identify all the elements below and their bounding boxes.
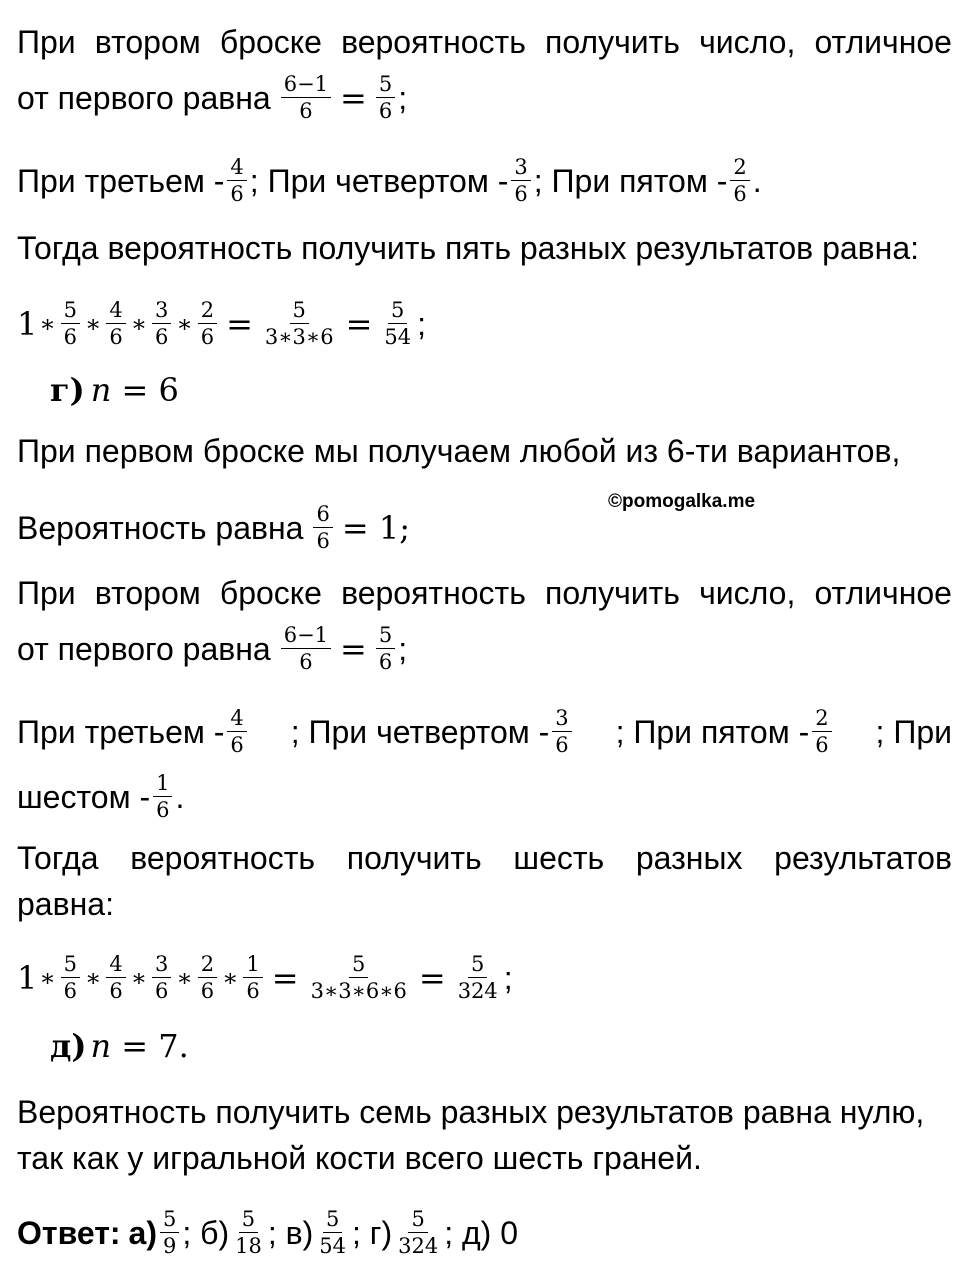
denominator: 6 [63,325,78,349]
text: от первого равна [17,79,271,116]
text: так как у игральной кости всего шесть граней. [17,1140,702,1176]
text: . [175,778,185,815]
denominator: 54 [384,325,412,349]
text: Вероятность получить семь разных результатов равна нулю, [17,1094,925,1130]
paragraph-second-throw-line2 [17,72,952,123]
multiply-sign: ∗ [176,963,193,992]
text: ; При четвертом - [290,713,550,750]
value: = 1; [341,508,410,547]
paragraph-second-throw-line1 [17,22,952,62]
word: втором [94,575,201,611]
numerator: 5 [61,952,80,978]
fraction [376,72,395,123]
paragraph-probability-equals [17,502,952,553]
word: число, [699,575,796,611]
fraction [376,623,395,674]
case-label: д) [50,1027,87,1065]
equation-five-results [17,298,952,349]
paragraph-third-to-sixth-line2 [17,771,952,822]
multiply-sign: ∗ [39,963,56,992]
paragraph-five-results [17,228,952,268]
denominator: 6 [109,325,123,349]
denominator: 3∗3∗6 [264,325,334,349]
equals-sign: = [226,304,253,343]
text: ; При четвертом - [249,162,509,199]
denominator: 6 [378,99,393,123]
fraction [281,72,331,123]
text: ; При [875,713,952,750]
equals-sign: = [345,304,373,343]
text: ; При пятом - [615,713,810,750]
answer-label: Ответ: [17,1214,121,1251]
denominator: 6 [378,650,393,674]
denominator: 6 [156,798,170,822]
fraction [152,952,171,1003]
denominator: 6 [230,182,244,206]
case-label: г) [50,371,85,409]
semicolon: ; [398,79,408,116]
numerator: 2 [198,298,217,324]
fraction [106,298,125,349]
multiply-sign: ∗ [130,309,148,338]
fraction [262,298,337,349]
numerator: 4 [227,155,246,181]
word: отличное [814,575,952,611]
word: Тогда [17,840,99,876]
denominator: 6 [555,733,569,757]
word: При [17,575,76,611]
denominator: 6 [316,529,330,553]
equals-sign: = [340,629,367,668]
fraction [281,623,331,674]
multiply-sign: ∗ [176,309,193,338]
fraction [106,952,125,1003]
word: броске [219,575,322,611]
paragraph-seven-results-line2 [17,1138,952,1178]
numerator: 5 [61,298,80,324]
fraction [61,952,80,1003]
numerator: 3 [152,298,171,324]
word: получить [544,575,680,611]
word: шесть [513,840,605,876]
numerator: 1 [153,771,172,797]
text: Вероятность равна [17,509,304,546]
semicolon: ; [398,630,408,667]
text: ; в) [267,1214,314,1251]
text: шестом - [17,778,151,815]
text: При третьем - [17,713,225,750]
fraction [812,706,831,757]
numerator: 4 [227,706,246,732]
value: = 7. [111,1027,189,1065]
fraction [552,706,571,757]
equals-sign: = [418,958,446,997]
numerator: 5 [349,952,368,978]
numerator: 6 [313,502,332,528]
answer-line [17,1207,952,1258]
case-d-heading [50,1026,952,1066]
word: число, [699,24,796,60]
word: При [17,24,76,60]
numerator: 5 [160,1207,179,1233]
fraction [455,952,501,1003]
paragraph-third-to-sixth-line1 [17,706,952,757]
denominator: 6 [514,182,528,206]
fraction [198,952,217,1003]
fraction [511,155,530,206]
word: втором [94,24,201,60]
number: 1 [17,304,38,343]
numerator: 5 [239,1207,258,1233]
numerator: 2 [198,952,217,978]
fraction [313,502,332,553]
word: получить [544,24,680,60]
denominator: 6 [299,99,313,123]
paragraph-third-fourth-fifth [17,155,952,206]
denominator: 6 [733,182,747,206]
number: 1 [17,958,38,997]
multiply-sign: ∗ [130,963,148,992]
denominator: 6 [299,650,313,674]
semicolon: ; [503,959,513,996]
text: ; При пятом - [533,162,728,199]
fraction [243,952,262,1003]
denominator: 9 [162,1234,177,1258]
paragraph-second-throw-line2-repeat [17,623,952,674]
text: ; б) [182,1214,230,1251]
fraction [395,1207,441,1258]
word: получить [346,840,482,876]
numerator: 4 [106,298,125,324]
text: При третьем - [17,162,225,199]
multiply-sign: ∗ [85,309,102,338]
numerator: 5 [376,623,395,649]
numerator: 1 [243,952,262,978]
denominator: 3∗3∗6∗6 [310,979,407,1003]
numerator: 5 [376,72,395,98]
word: вероятность [341,575,526,611]
text: ; г) [352,1214,393,1251]
word: броске [219,24,322,60]
paragraph-six-results-line2 [17,884,952,924]
fraction [316,1207,349,1258]
fraction [160,1207,179,1258]
fraction [152,298,171,349]
numerator: 5 [323,1207,342,1233]
text: ; д) 0 [444,1214,519,1251]
segment [17,706,250,757]
fraction [730,155,749,206]
fraction [308,952,410,1003]
word: результатов [774,840,952,876]
denominator: 324 [398,1234,439,1258]
fraction [153,771,172,822]
denominator: 6 [246,979,260,1003]
equation-six-results [17,952,952,1003]
denominator: 6 [109,979,123,1003]
equals-sign: = [271,958,299,997]
watermark: ©pomogalka.me [608,491,756,512]
fraction [227,155,246,206]
numerator: 5 [388,298,407,324]
numerator: 5 [290,298,309,324]
text: от первого равна [17,630,271,667]
word: вероятность [130,840,316,876]
text: равна: [17,886,114,922]
fraction [61,298,80,349]
denominator: 18 [235,1234,262,1258]
text: . [752,162,762,199]
fraction [232,1207,265,1258]
variable-n: n [90,1027,112,1065]
word: вероятность [341,24,526,60]
segment [616,706,835,757]
denominator: 324 [457,979,498,1003]
paragraph-six-results-line1 [17,838,952,878]
equals-sign: = [340,78,367,117]
numerator: 3 [152,952,171,978]
denominator: 6 [200,979,215,1003]
numerator: 6−1 [281,72,331,98]
fraction [198,298,217,349]
denominator: 6 [63,979,78,1003]
denominator: 6 [155,325,169,349]
numerator: 2 [812,706,831,732]
fraction [227,706,246,757]
numerator: 4 [106,952,125,978]
case-label: а) [128,1214,157,1251]
word: отличное [814,24,952,60]
numerator: 6−1 [281,623,331,649]
word: разных [635,840,743,876]
numerator: 2 [730,155,749,181]
denominator: 6 [200,325,215,349]
denominator: 6 [815,733,829,757]
paragraph-first-throw [17,431,952,471]
numerator: 3 [511,155,530,181]
value: = 6 [111,371,179,409]
text: Тогда вероятность получить пять разных результатов равна: [17,230,920,266]
denominator: 6 [155,979,169,1003]
multiply-sign: ∗ [39,309,56,338]
denominator: 54 [319,1234,347,1258]
variable-n: n [90,371,112,409]
text: При первом броске мы получаем любой из 6-ти вариантов, [17,433,901,469]
numerator: 3 [552,706,571,732]
semicolon: ; [417,305,426,342]
paragraph-second-throw-line1-repeat [17,573,952,613]
denominator: 6 [230,733,244,757]
multiply-sign: ∗ [85,963,102,992]
segment [291,706,575,757]
numerator: 5 [468,952,487,978]
fraction [381,298,414,349]
paragraph-seven-results-line1 [17,1092,952,1132]
case-g-heading [50,370,952,410]
multiply-sign: ∗ [222,963,239,992]
numerator: 5 [408,1207,427,1233]
